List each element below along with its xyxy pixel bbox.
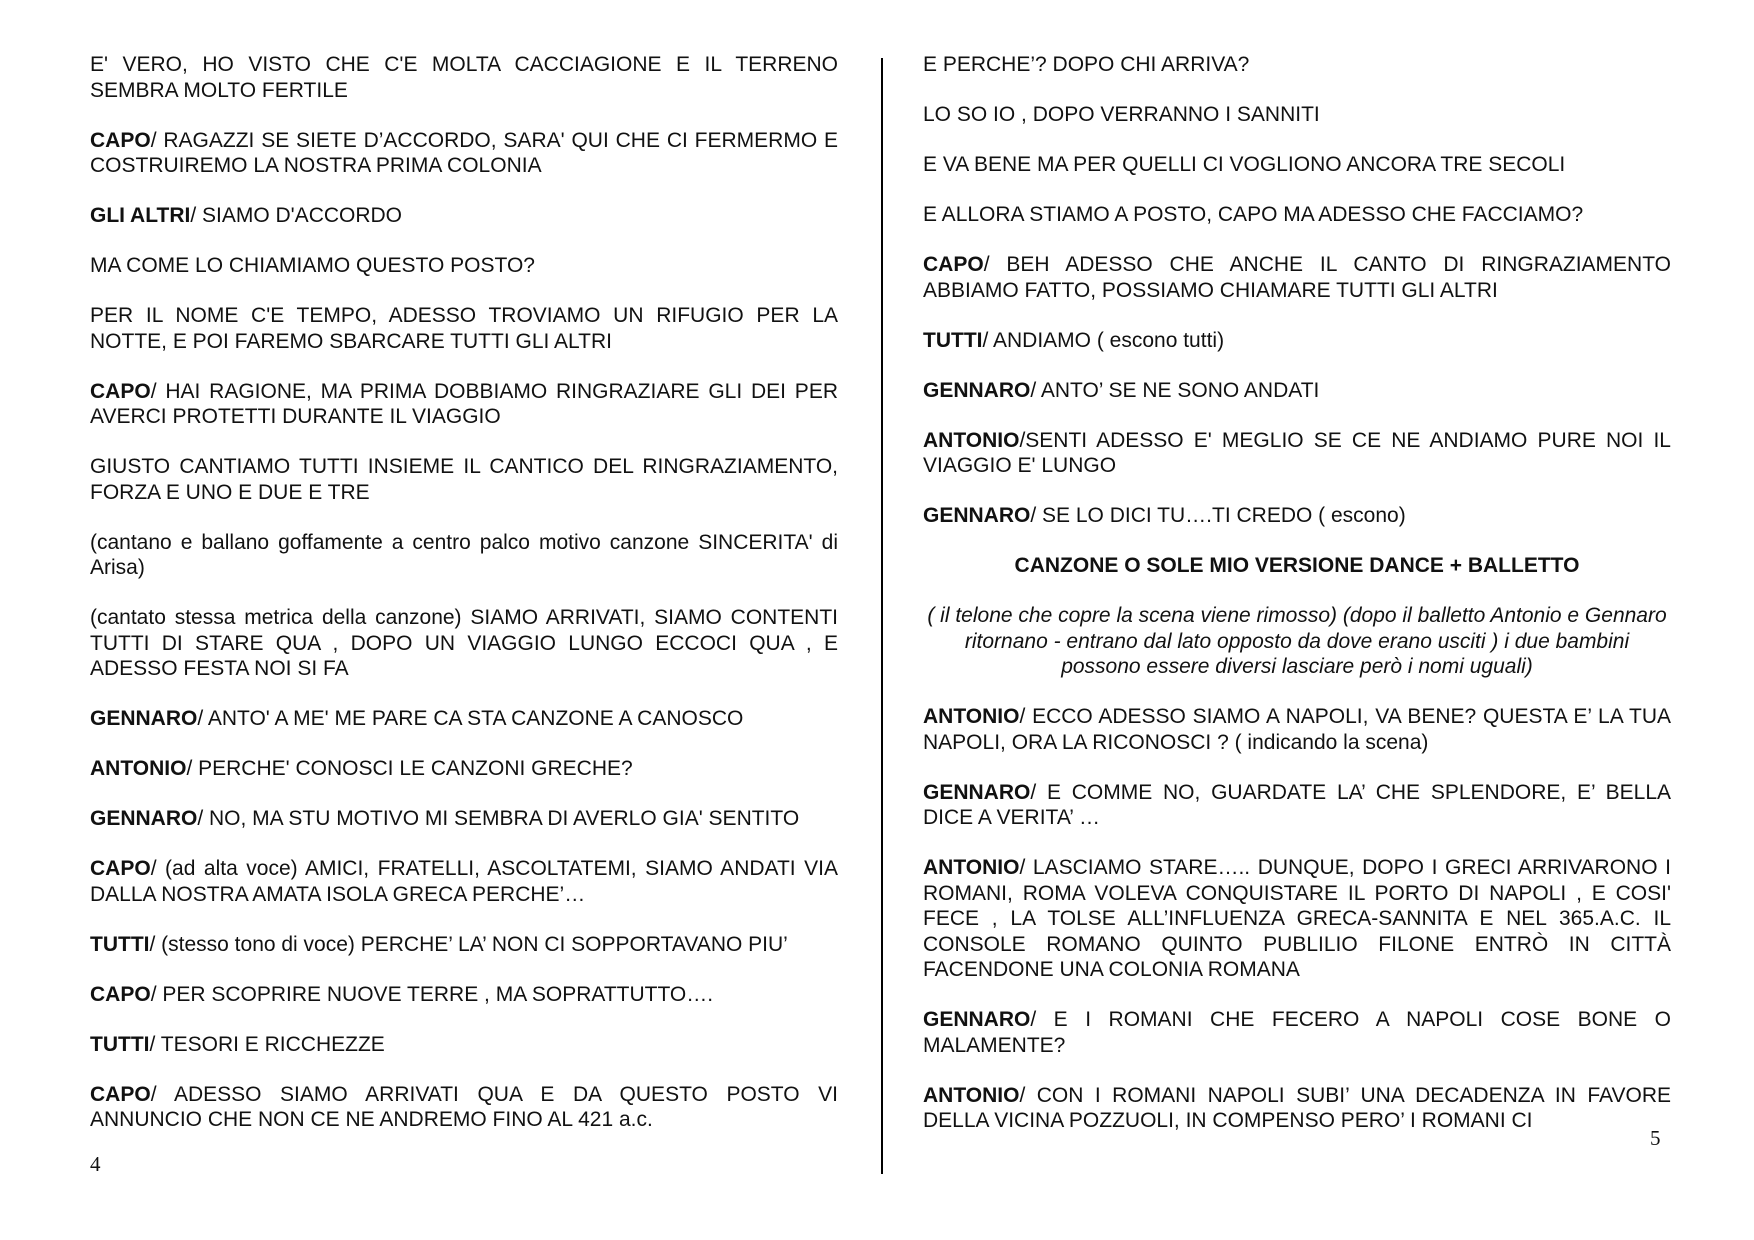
- paragraph: (cantato stessa metrica della canzone) SIAMO ARRIVATI, SIAMO CONTENTI TUTTI DI STARE QUA , DOPO UN VIAGGIO LUNGO ECCOCI QUA , E ADESSO FESTA NOI SI FA: [90, 606, 838, 680]
- paragraph: CAPO/ HAI RAGIONE, MA PRIMA DOBBIAMO RINGRAZIARE GLI DEI PER AVERCI PROTETTI DURANTE IL VIAGGIO: [90, 379, 838, 428]
- paragraph: E PERCHE’? DOPO CHI ARRIVA?: [923, 53, 1250, 76]
- paragraph: E VA BENE MA PER QUELLI CI VOGLIONO ANCORA TRE SECOLI: [923, 153, 1566, 176]
- paragraph: GENNARO/ NO, MA STU MOTIVO MI SEMBRA DI AVERLO GIA' SENTITO: [90, 807, 800, 830]
- paragraph: CAPO/ PER SCOPRIRE NUOVE TERRE , MA SOPRATTUTTO….: [90, 982, 714, 1006]
- paragraph: GLI ALTRI/ SIAMO D'ACCORDO: [90, 204, 403, 227]
- page-number-right: 5: [1650, 1126, 1661, 1150]
- paragraph: ANTONIO/ PERCHE' CONOSCI LE CANZONI GRECHE?: [90, 757, 633, 780]
- paragraph: PER IL NOME C'E TEMPO, ADESSO TROVIAMO UN RIFUGIO PER LA NOTTE, E POI FAREMO SBARCARE TUTTI GLI ALTRI: [90, 304, 838, 353]
- paragraph: GENNARO/ ANTO’ SE NE SONO ANDATI: [923, 378, 1320, 402]
- paragraph: CAPO/ BEH ADESSO CHE ANCHE IL CANTO DI RINGRAZIAMENTO ABBIAMO FATTO, POSSIAMO CHIAMARE TUTTI GLI ALTRI: [923, 253, 1671, 302]
- stage-direction: ( il telone che copre la scena viene rimosso) (dopo il balletto Antonio e Gennaro ritornano - entrano dal lato opposto da dove erano usciti ) i due bambini possono essere diversi lasciare però i nomi uguali): [927, 604, 1667, 678]
- page-divider: [881, 58, 883, 1174]
- paragraph: MA COME LO CHIAMIAMO QUESTO POSTO?: [90, 254, 535, 277]
- paragraph: E ALLORA STIAMO A POSTO, CAPO MA ADESSO CHE FACCIAMO?: [923, 203, 1584, 226]
- paragraph: GENNARO/ E I ROMANI CHE FECERO A NAPOLI COSE BONE O MALAMENTE?: [923, 1008, 1671, 1057]
- paragraph: GENNARO/ SE LO DICI TU….TI CREDO ( escono): [923, 504, 1406, 527]
- paragraph: CAPO/ ADESSO SIAMO ARRIVATI QUA E DA QUESTO POSTO VI ANNUNCIO CHE NON CE NE ANDREMO FINO AL 421 a.c.: [90, 1082, 838, 1131]
- paragraph: TUTTI/ ANDIAMO ( escono tutti): [923, 328, 1225, 352]
- paragraph: GIUSTO CANTIAMO TUTTI INSIEME IL CANTICO DEL RINGRAZIAMENTO, FORZA E UNO E DUE E TRE: [90, 455, 838, 504]
- song-title: CANZONE O SOLE MIO VERSIONE DANCE + BALLETTO: [1014, 554, 1580, 577]
- paragraph: CAPO/ (ad alta voce) AMICI, FRATELLI, ASCOLTATEMI, SIAMO ANDATI VIA DALLA NOSTRA AMATA ISOLA GRECA PERCHE’…: [90, 857, 838, 906]
- paragraph: GENNARO/ ANTO' A ME' ME PARE CA STA CANZONE A CANOSCO: [90, 707, 744, 730]
- paragraph: (cantano e ballano goffamente a centro palco motivo canzone SINCERITA' di Arisa): [90, 530, 838, 579]
- right-page: [923, 52, 1671, 1158]
- paragraph: ANTONIO/SENTI ADESSO E' MEGLIO SE CE NE ANDIAMO PURE NOI IL VIAGGIO E' LUNGO: [923, 428, 1671, 477]
- paragraph: ANTONIO/ CON I ROMANI NAPOLI SUBI’ UNA DECADENZA IN FAVORE DELLA VICINA POZZUOLI, IN COMPENSO PERO’ I ROMANI CI: [923, 1083, 1671, 1132]
- paragraph: LO SO IO , DOPO VERRANNO I SANNITI: [923, 103, 1320, 126]
- paragraph: GENNARO/ E COMME NO, GUARDATE LA’ CHE SPLENDORE, E’ BELLA DICE A VERITA’ …: [923, 780, 1671, 829]
- paragraph: E' VERO, HO VISTO CHE C'E MOLTA CACCIAGIONE E IL TERRENO SEMBRA MOLTO FERTILE: [90, 53, 838, 102]
- paragraph: CAPO/ RAGAZZI SE SIETE D’ACCORDO, SARA' QUI CHE CI FERMERMO E COSTRUIREMO LA NOSTRA PRIMA COLONIA: [90, 128, 838, 177]
- paragraph: TUTTI/ TESORI E RICCHEZZE: [90, 1032, 385, 1056]
- paragraph: ANTONIO/ LASCIAMO STARE….. DUNQUE, DOPO I GRECI ARRIVARONO I ROMANI, ROMA VOLEVA CONQUISTARE IL PORTO DI NAPOLI , E COSI' FECE , LA TOLSE ALL’INFLUENZA GRECA-SANNITA E NEL 365.A.C. IL CONSOLE ROMANO QUINTO PUBLILIO FILONE ENTRÒ IN CITTÀ FACENDONE UNA COLONIA ROMANA: [923, 856, 1671, 981]
- paragraph: TUTTI/ (stesso tono di voce) PERCHE’ LA’ NON CI SOPPORTAVANO PIU’: [90, 932, 788, 956]
- paragraph: ANTONIO/ ECCO ADESSO SIAMO A NAPOLI, VA BENE? QUESTA E’ LA TUA NAPOLI, ORA LA RICONOSCI ? ( indicando la scena): [923, 705, 1671, 754]
- left-page: [90, 52, 838, 1157]
- page-number-left: 4: [90, 1152, 101, 1176]
